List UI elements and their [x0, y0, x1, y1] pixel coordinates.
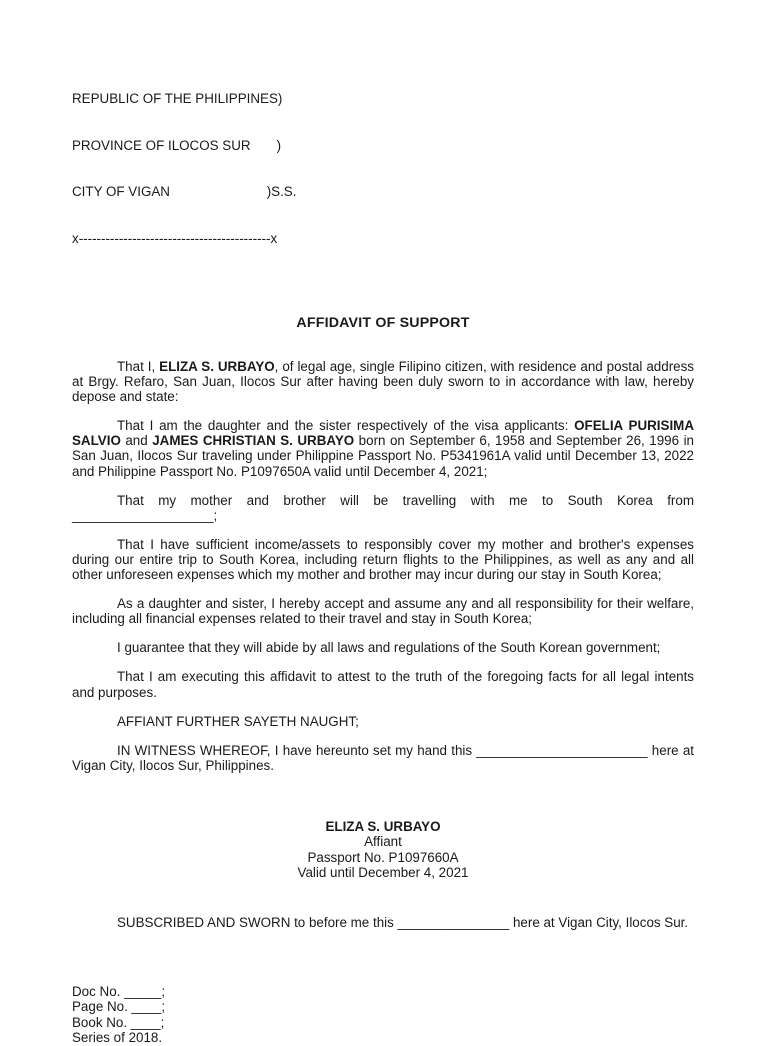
- notary-register: [72, 984, 694, 1046]
- paragraph-travel: That my mother and brother will be travelling with me to South Korea from ___________________;: [72, 492, 694, 523]
- paragraph-jurat: SUBSCRIBED AND SWORN to before me this _______________ here at Vigan City, Ilocos Sur.: [117, 914, 689, 930]
- signature-passport: Passport No. P1097660A: [307, 849, 459, 865]
- notary-series: Series of 2018.: [72, 1030, 163, 1046]
- paragraph-witness: IN WITNESS WHEREOF, I have hereunto set my hand this _______________________ here at Vigan City, Ilocos Sur, Philippines.: [72, 742, 694, 773]
- paragraph-income: That I have sufficient income/assets to responsibly cover my mother and brother's expenses during our entire trip to South Korea, including return flights to the Philippines, as well as any and all other unforeseen expenses which my mother and brother may incur during our stay in South Korea;: [72, 536, 694, 583]
- p2-mid: and: [120, 433, 153, 449]
- signature-validity: Valid until December 4, 2021: [297, 865, 469, 881]
- venue-city: CITY OF VIGAN )S.S.: [72, 184, 297, 199]
- applicant-brother-name: JAMES CHRISTIAN S. URBAYO: [152, 433, 355, 449]
- paragraph-responsibility: As a daughter and sister, I hereby accept and assume any and all responsibility for their welfare, including all financial expenses related to their travel and stay in South Korea;: [72, 596, 694, 627]
- venue-republic: REPUBLIC OF THE PHILIPPINES): [72, 91, 283, 106]
- venue-divider: x-------------------------------------------x: [72, 230, 278, 246]
- p2-post: born on September 6, 1958 and September 26, 1996 in San Juan, Ilocos Sur traveling under Philippine Passport No. P5341961A valid until December 13, 2022 and Philippine Passport No. P1097650A valid until December 4, 2021;: [72, 433, 694, 479]
- venue-header: [72, 60, 694, 277]
- paragraph-guarantee: I guarantee that they will abide by all laws and regulations of the South Korean government;: [117, 640, 661, 656]
- affidavit-page: [72, 60, 694, 1046]
- p1-post: , of legal age, single Filipino citizen, with residence and postal address at Brgy. Refaro, San Juan, Ilocos Sur after having been duly sworn to in accordance with law, hereby depose and state:: [72, 359, 694, 405]
- paragraph-affiant-identity: [72, 359, 694, 404]
- affiant-name: ELIZA S. URBAYO: [159, 359, 275, 374]
- signature-name: ELIZA S. URBAYO: [325, 818, 441, 834]
- venue-province: PROVINCE OF ILOCOS SUR ): [72, 137, 282, 153]
- paragraph-sayeth-naught: AFFIANT FURTHER SAYETH NAUGHT;: [117, 713, 359, 729]
- notary-book-no: Book No. ____;: [72, 1014, 165, 1030]
- document-title: AFFIDAVIT OF SUPPORT: [296, 315, 470, 331]
- paragraph-applicants: [72, 418, 694, 478]
- notary-doc-no: Doc No. _____;: [72, 983, 166, 999]
- jurat-section: [72, 915, 694, 930]
- notary-page-no: Page No. ____;: [72, 999, 166, 1015]
- signature-block: [72, 819, 694, 881]
- p1-pre: That I,: [117, 359, 160, 374]
- applicant-mother-name: OFELIA PURISIMA SALVIO: [72, 418, 694, 449]
- signature-role: Affiant: [364, 834, 402, 850]
- paragraph-attestation: That I am executing this affidavit to attest to the truth of the foregoing facts for all legal intents and purposes.: [72, 669, 694, 700]
- affidavit-body: [72, 359, 694, 773]
- p2-pre: That I am the daughter and the sister respectively of the visa applicants:: [117, 418, 575, 434]
